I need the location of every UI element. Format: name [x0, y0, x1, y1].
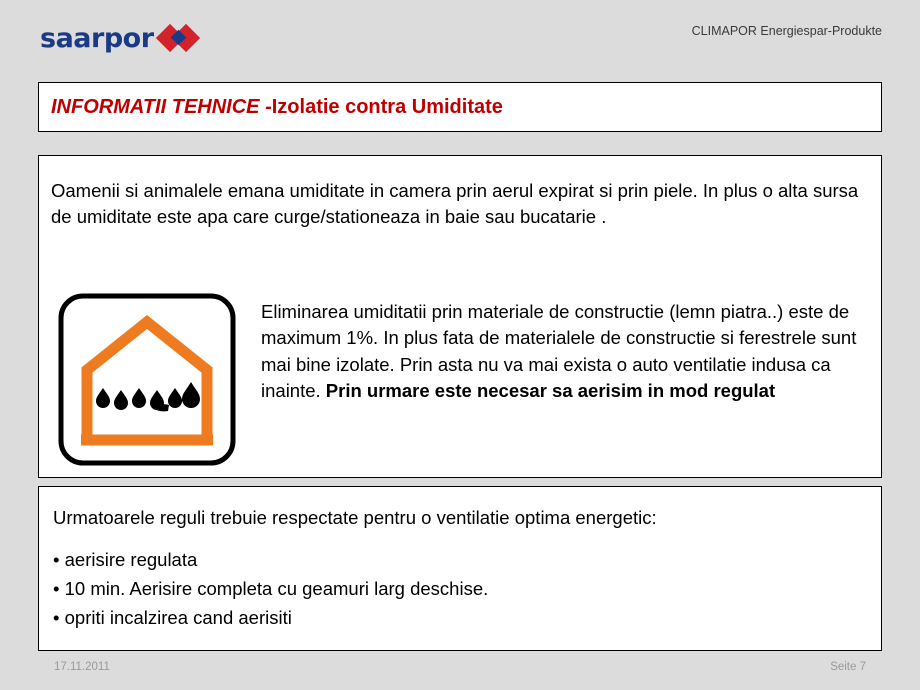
diamond-logo-icon	[160, 21, 198, 55]
footer-date: 17.11.2011	[54, 661, 110, 673]
house-moisture-illustration	[57, 292, 237, 467]
slide-header	[0, 0, 920, 72]
list-item: • 10 min. Aerisire completa cu geamuri larg deschise.	[53, 578, 489, 599]
brand-logo-text: saarpor	[40, 22, 154, 54]
intro-paragraph: Oamenii si animalele emana umiditate in camera prin aerul expirat si prin piele. In plus o alta sursa de umiditate este apa care curge/stationeaza in baie sau bucatarie .	[51, 180, 859, 228]
page-title	[39, 96, 503, 119]
title-box	[38, 82, 882, 132]
page-title-emphasis: INFORMATII TEHNICE -	[51, 95, 272, 118]
body-paragraph-text: Eliminarea umiditatii prin materiale de constructie (lemn piatra..) este de maximum 1%. In plus fata de materialele de constructie si ferestrele sunt mai bine izolate. Prin asta nu va mai exista o auto ventilatie indusa ca inainte.	[261, 301, 857, 402]
rules-intro: Urmatoarele reguli trebuie respectate pentru o ventilatie optima energetic:	[53, 507, 657, 528]
body-paragraph	[261, 299, 861, 405]
rules-list	[53, 549, 863, 636]
main-content-box	[38, 155, 882, 478]
brand-logo	[40, 18, 198, 58]
header-product-label: CLIMAPOR Energiespar-Produkte	[691, 24, 882, 38]
rules-box	[38, 486, 882, 651]
page-title-rest: Izolatie contra Umiditate	[271, 95, 503, 118]
body-paragraph-bold: Prin urmare este necesar sa aerisim in mod regulat	[325, 380, 776, 402]
list-item: • opriti incalzirea cand aerisiti	[53, 607, 292, 628]
list-item: • aerisire regulata	[53, 549, 198, 570]
footer-page-number: Seite 7	[830, 661, 866, 673]
